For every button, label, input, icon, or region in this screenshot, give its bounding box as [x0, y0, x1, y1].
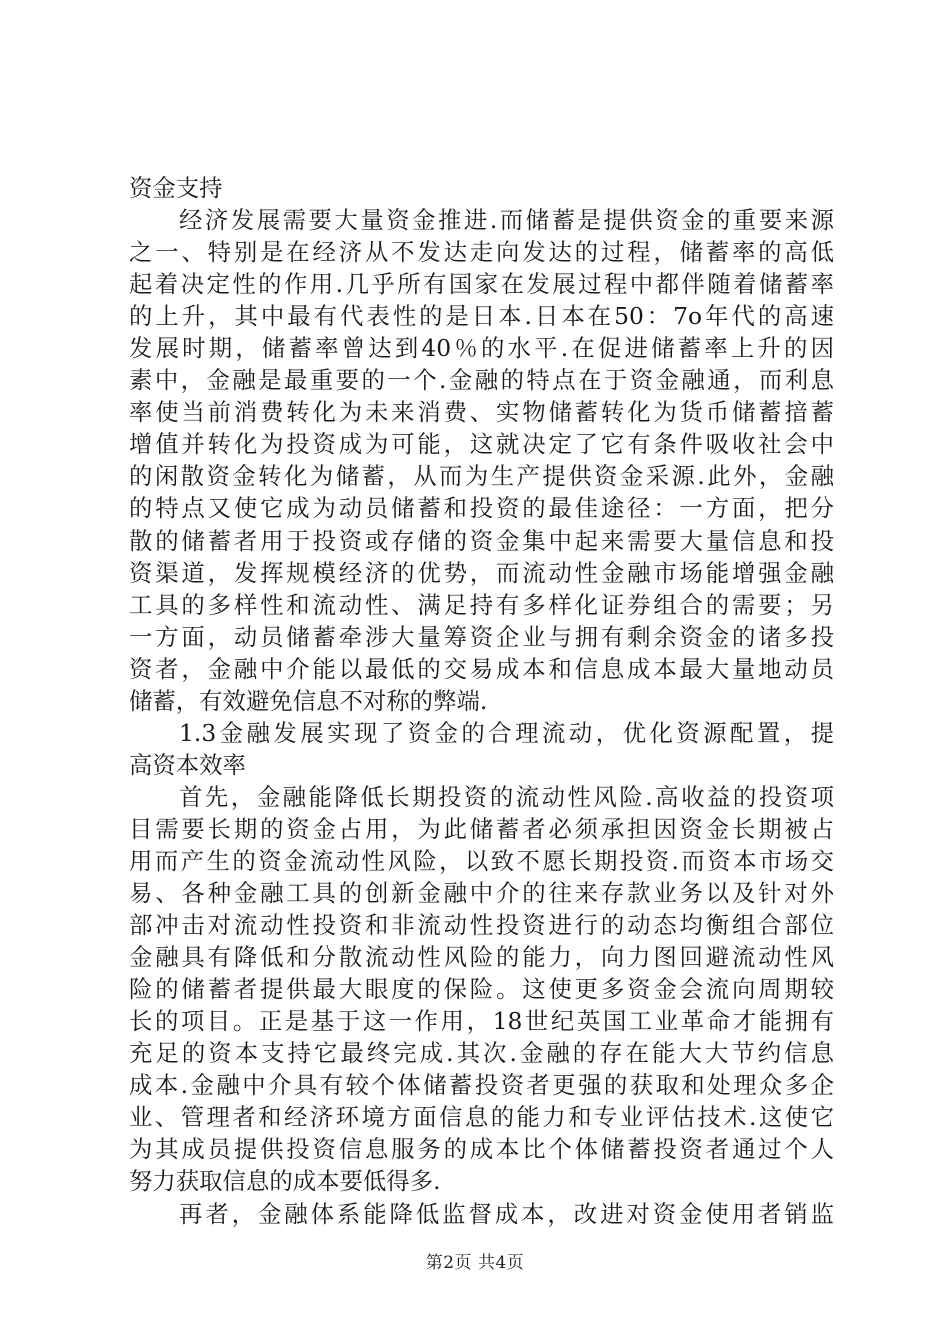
text-line: 增值并转化为投资成为可能，这就决定了它有条件吸收社会中 [129, 430, 834, 459]
text-line: 险的储蓄者提供最大眼度的保险。这使更多资金会流向周期较 [129, 975, 834, 1004]
text-line: 资渠道，发挥规模经济的优势，而流动性金融市场能增强金融 [129, 558, 834, 587]
text-line: 工具的多样性和流动性、满足持有多样化证券组合的需要；另 [129, 590, 834, 619]
body-text [129, 172, 834, 1230]
text-line: 发展时期，储蓄率曾达到40％的水平.在促进储蓄率上升的因 [129, 334, 834, 363]
text-line: 用而产生的资金流动性风险，以致不愿长期投资.而资本市场交 [129, 846, 834, 875]
text-line: 资者，金融中介能以最低的交易成本和信息成本最大量地动员 [129, 654, 834, 683]
text-line: 散的储蓄者用于投资或存储的资金集中起来需要大量信息和投 [129, 526, 834, 555]
text-line: 努力获取信息的成本要低得多. [129, 1167, 441, 1196]
text-line: 的上升，其中最有代表性的是日本.日本在50：7o年代的高速 [129, 302, 834, 331]
text-line: 成本.金融中介具有较个体储蓄投资者更强的获取和处理众多企 [129, 1071, 834, 1100]
text-line: 业、管理者和经济环境方面信息的能力和专业评估技术.这使它 [129, 1103, 834, 1132]
text-line: 的闲散资金转化为储蓄，从而为生产提供资金采源.此外，金融 [129, 462, 834, 491]
text-line: 的特点又使它成为动员储蓄和投资的最佳途径：一方面，把分 [129, 494, 834, 523]
text-line: 之一、特别是在经济从不发达走向发达的过程，储蓄率的高低 [129, 238, 834, 267]
text-line: 素中，金融是最重要的一个.金融的特点在于资金融通，而利息 [129, 366, 834, 395]
text-line: 充足的资本支持它最终完成.其次.金融的存在能大大节约信息 [129, 1039, 834, 1068]
text-line: 易、各种金融工具的创新金融中介的往来存款业务以及针对外 [129, 879, 834, 908]
text-line: 首先，金融能降低长期投资的流动性风险.高收益的投资项 [179, 782, 834, 811]
text-line: 资金支持 [129, 174, 223, 202]
text-line: 高资本效率 [129, 750, 246, 779]
text-line: 目需要长期的资金占用，为此储蓄者必须承担因资金长期被占 [129, 814, 834, 843]
text-line: 金融具有降低和分散流动性风险的能力，向力图回避流动性风 [129, 943, 834, 972]
text-line: 再者，金融体系能降低监督成本，改进对资金使用者销监 [179, 1199, 834, 1228]
text-line: 长的项目。正是基于这一作用，18世纪英国工业革命才能拥有 [129, 1007, 834, 1036]
text-line: 起着决定性的作用.几乎所有国家在发展过程中都伴随着储蓄率 [129, 270, 834, 299]
text-line: 一方面，动员储蓄牵涉大量筹资企业与拥有剩余资金的诸多投 [129, 622, 834, 651]
page-footer: 第2页 共4页 [425, 1253, 525, 1273]
text-line: 经济发展需要大量资金推进.而储蓄是提供资金的重要来源 [179, 206, 834, 235]
text-line: 为其成员提供投资信息服务的成本比个体储蓄投资者通过个人 [129, 1135, 834, 1164]
text-line: 1.3金融发展实现了资金的合理流动，优化资源配置，提 [179, 718, 834, 747]
text-line: 储蓄，有效避免信息不对称的弊端. [129, 686, 488, 715]
text-line: 率使当前消费转化为未来消费、实物储蓄转化为货币储蓄揞蓄 [129, 398, 834, 427]
text-line: 部冲击对流动性投资和非流动性投资进行的动态均衡组合部位 [129, 911, 834, 940]
